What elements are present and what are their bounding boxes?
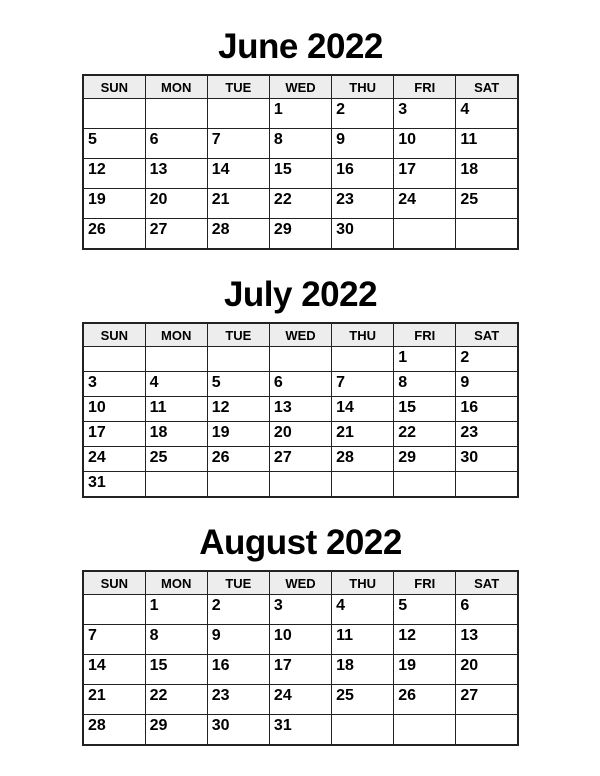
- day-number: 12: [88, 161, 106, 178]
- week-row: [83, 99, 518, 129]
- day-cell: [145, 372, 207, 397]
- day-number: [208, 99, 269, 101]
- day-cell: [83, 99, 145, 129]
- day-number: 30: [336, 221, 354, 238]
- weekday-header: SUN: [83, 323, 145, 347]
- day-cell: [207, 447, 269, 472]
- day-cell: [83, 655, 145, 685]
- day-number: 25: [149, 449, 168, 466]
- day-cell: [83, 447, 145, 472]
- week-row: [83, 715, 518, 746]
- day-number: 21: [88, 687, 106, 704]
- day-cell: [145, 347, 207, 372]
- day-number: 21: [211, 191, 230, 208]
- day-number: 8: [149, 627, 159, 644]
- day-cell: [83, 219, 145, 250]
- day-cell: [394, 372, 456, 397]
- day-cell: [83, 372, 145, 397]
- day-number: 10: [88, 399, 106, 416]
- day-cell: [332, 447, 394, 472]
- day-cell: [269, 595, 331, 625]
- weekday-header-row: [83, 323, 518, 347]
- day-number: [394, 472, 455, 474]
- day-cell: [145, 655, 207, 685]
- day-number: 16: [460, 399, 479, 416]
- day-cell: [269, 472, 331, 498]
- week-row: [83, 472, 518, 498]
- day-number: [332, 715, 393, 717]
- day-cell: [394, 595, 456, 625]
- weekday-header-row: [83, 571, 518, 595]
- day-cell: [145, 715, 207, 746]
- calendar-grid: [82, 322, 519, 498]
- week-row: [83, 625, 518, 655]
- day-cell: [456, 472, 518, 498]
- day-cell: [145, 219, 207, 250]
- day-number: 4: [460, 101, 470, 118]
- day-number: 9: [336, 131, 345, 148]
- week-row: [83, 219, 518, 250]
- day-number: 5: [398, 597, 408, 614]
- day-number: 17: [398, 161, 416, 178]
- day-cell: [207, 159, 269, 189]
- day-cell: [83, 595, 145, 625]
- day-number: 19: [211, 424, 230, 441]
- month-title: June 2022: [218, 27, 383, 66]
- day-number: 5: [211, 374, 221, 391]
- day-number: 2: [211, 597, 221, 614]
- month-calendar-june: [82, 27, 519, 250]
- day-number: 20: [460, 657, 479, 674]
- day-cell: [332, 625, 394, 655]
- weekday-header: FRI: [394, 323, 456, 347]
- day-cell: [207, 397, 269, 422]
- day-cell: [83, 347, 145, 372]
- day-cell: [269, 655, 331, 685]
- day-number: 29: [149, 717, 168, 734]
- weekday-header: THU: [332, 571, 394, 595]
- day-number: 9: [211, 627, 221, 644]
- day-cell: [145, 397, 207, 422]
- weekday-header: SUN: [83, 571, 145, 595]
- day-cell: [394, 447, 456, 472]
- day-number: 28: [88, 717, 106, 734]
- day-cell: [83, 685, 145, 715]
- day-number: 7: [211, 131, 221, 148]
- day-cell: [207, 472, 269, 498]
- day-number: 13: [460, 627, 479, 644]
- day-number: [84, 347, 145, 349]
- day-cell: [456, 189, 518, 219]
- day-cell: [332, 397, 394, 422]
- day-cell: [456, 422, 518, 447]
- day-cell: [269, 372, 331, 397]
- day-cell: [394, 625, 456, 655]
- day-number: 14: [88, 657, 106, 674]
- calendar-weeks: [83, 347, 518, 498]
- day-cell: [456, 219, 518, 250]
- day-number: 26: [88, 221, 106, 238]
- day-number: 14: [211, 161, 230, 178]
- day-number: 8: [273, 131, 283, 148]
- day-cell: [207, 422, 269, 447]
- day-number: 16: [211, 657, 230, 674]
- day-cell: [394, 472, 456, 498]
- weekday-header: MON: [145, 323, 207, 347]
- day-number: 20: [273, 424, 292, 441]
- day-cell: [394, 99, 456, 129]
- day-cell: [145, 422, 207, 447]
- calendar-weeks: [83, 99, 518, 250]
- day-cell: [456, 625, 518, 655]
- month-calendar-july: [82, 275, 519, 498]
- week-row: [83, 447, 518, 472]
- day-number: 1: [149, 597, 159, 614]
- day-cell: [456, 372, 518, 397]
- day-number: [456, 472, 517, 474]
- day-number: 4: [336, 597, 345, 614]
- weekday-header: WED: [269, 75, 331, 99]
- weekday-header: WED: [269, 571, 331, 595]
- day-cell: [456, 685, 518, 715]
- day-cell: [456, 397, 518, 422]
- day-cell: [332, 129, 394, 159]
- day-number: [84, 99, 145, 101]
- day-cell: [269, 397, 331, 422]
- day-number: [270, 472, 331, 474]
- week-row: [83, 159, 518, 189]
- day-cell: [207, 129, 269, 159]
- day-cell: [207, 347, 269, 372]
- day-number: 19: [398, 657, 416, 674]
- day-number: 11: [460, 131, 478, 148]
- day-cell: [456, 447, 518, 472]
- day-cell: [207, 219, 269, 250]
- day-cell: [394, 189, 456, 219]
- day-number: 15: [149, 657, 168, 674]
- day-cell: [145, 189, 207, 219]
- day-cell: [456, 99, 518, 129]
- day-number: 15: [398, 399, 416, 416]
- day-number: 31: [88, 474, 106, 491]
- week-row: [83, 129, 518, 159]
- weekday-header: SAT: [456, 75, 518, 99]
- day-cell: [332, 347, 394, 372]
- week-row: [83, 397, 518, 422]
- day-number: 4: [149, 374, 159, 391]
- day-cell: [269, 219, 331, 250]
- day-number: 24: [398, 191, 416, 208]
- day-cell: [394, 685, 456, 715]
- day-number: 13: [273, 399, 292, 416]
- day-number: [394, 219, 455, 221]
- day-number: [208, 472, 269, 474]
- weekday-header: FRI: [394, 571, 456, 595]
- day-number: 23: [336, 191, 354, 208]
- day-cell: [207, 595, 269, 625]
- day-cell: [332, 422, 394, 447]
- day-cell: [394, 347, 456, 372]
- day-number: 30: [460, 449, 479, 466]
- day-number: 5: [88, 131, 97, 148]
- day-number: 12: [211, 399, 230, 416]
- day-number: [456, 219, 517, 221]
- day-cell: [207, 655, 269, 685]
- day-number: 24: [273, 687, 292, 704]
- week-row: [83, 347, 518, 372]
- day-number: 23: [211, 687, 230, 704]
- day-cell: [332, 159, 394, 189]
- day-cell: [332, 472, 394, 498]
- day-cell: [83, 422, 145, 447]
- day-number: 24: [88, 449, 106, 466]
- day-cell: [456, 159, 518, 189]
- calendar-grid: [82, 570, 519, 746]
- day-number: 14: [336, 399, 354, 416]
- day-cell: [394, 422, 456, 447]
- day-number: [84, 595, 145, 597]
- day-number: 17: [273, 657, 292, 674]
- day-number: 20: [149, 191, 168, 208]
- day-cell: [332, 685, 394, 715]
- day-cell: [269, 189, 331, 219]
- day-number: 27: [460, 687, 479, 704]
- day-cell: [394, 129, 456, 159]
- day-number: 6: [149, 131, 159, 148]
- day-cell: [269, 99, 331, 129]
- day-cell: [145, 99, 207, 129]
- day-number: [456, 715, 517, 717]
- day-cell: [145, 472, 207, 498]
- day-cell: [145, 595, 207, 625]
- day-number: [146, 99, 207, 101]
- day-number: 22: [149, 687, 168, 704]
- day-cell: [332, 372, 394, 397]
- day-number: 9: [460, 374, 470, 391]
- weekday-header: TUE: [207, 571, 269, 595]
- day-cell: [83, 159, 145, 189]
- day-cell: [83, 472, 145, 498]
- day-number: 6: [460, 597, 470, 614]
- day-cell: [456, 655, 518, 685]
- day-number: 10: [398, 131, 416, 148]
- day-number: 29: [273, 221, 292, 238]
- day-cell: [145, 129, 207, 159]
- day-cell: [145, 625, 207, 655]
- day-number: 19: [88, 191, 106, 208]
- day-cell: [83, 715, 145, 746]
- day-cell: [145, 447, 207, 472]
- weekday-header: SAT: [456, 323, 518, 347]
- day-number: 3: [398, 101, 408, 118]
- day-number: [332, 347, 393, 349]
- day-cell: [269, 159, 331, 189]
- day-number: [146, 472, 207, 474]
- day-number: 12: [398, 627, 416, 644]
- day-number: 28: [211, 221, 230, 238]
- day-cell: [394, 159, 456, 189]
- day-number: 26: [398, 687, 416, 704]
- day-number: 25: [460, 191, 479, 208]
- day-cell: [456, 347, 518, 372]
- day-number: [208, 347, 269, 349]
- day-number: 3: [273, 597, 283, 614]
- day-number: 18: [336, 657, 354, 674]
- weekday-header: SAT: [456, 571, 518, 595]
- day-cell: [394, 655, 456, 685]
- day-number: 7: [88, 627, 97, 644]
- day-number: 6: [273, 374, 283, 391]
- week-row: [83, 189, 518, 219]
- day-cell: [394, 715, 456, 746]
- day-cell: [207, 685, 269, 715]
- day-cell: [83, 129, 145, 159]
- week-row: [83, 372, 518, 397]
- day-number: 23: [460, 424, 479, 441]
- week-row: [83, 655, 518, 685]
- day-number: 21: [336, 424, 354, 441]
- calendar-grid: [82, 74, 519, 250]
- weekday-header: THU: [332, 323, 394, 347]
- day-number: 15: [273, 161, 292, 178]
- day-number: 3: [88, 374, 97, 391]
- day-cell: [269, 129, 331, 159]
- day-cell: [456, 595, 518, 625]
- weekday-header: TUE: [207, 75, 269, 99]
- day-number: [332, 472, 393, 474]
- day-cell: [332, 99, 394, 129]
- week-row: [83, 685, 518, 715]
- weekday-header: SUN: [83, 75, 145, 99]
- month-calendar-august: [82, 523, 519, 746]
- day-cell: [83, 625, 145, 655]
- day-cell: [145, 159, 207, 189]
- day-cell: [332, 189, 394, 219]
- weekday-header: MON: [145, 571, 207, 595]
- day-number: [146, 347, 207, 349]
- weekday-header: FRI: [394, 75, 456, 99]
- day-number: [394, 715, 455, 717]
- day-number: 18: [460, 161, 479, 178]
- month-title: August 2022: [199, 523, 402, 562]
- day-cell: [394, 219, 456, 250]
- month-title: July 2022: [223, 275, 378, 314]
- day-number: 13: [149, 161, 168, 178]
- day-number: 16: [336, 161, 354, 178]
- day-cell: [207, 625, 269, 655]
- calendar-weeks: [83, 595, 518, 746]
- day-cell: [145, 685, 207, 715]
- day-cell: [332, 655, 394, 685]
- day-number: 2: [460, 349, 470, 366]
- day-cell: [207, 372, 269, 397]
- day-number: 28: [336, 449, 354, 466]
- day-cell: [332, 595, 394, 625]
- day-number: 11: [336, 627, 353, 644]
- week-row: [83, 595, 518, 625]
- week-row: [83, 422, 518, 447]
- day-cell: [332, 715, 394, 746]
- day-number: 17: [88, 424, 106, 441]
- day-cell: [269, 715, 331, 746]
- day-cell: [83, 397, 145, 422]
- day-number: 25: [336, 687, 354, 704]
- day-cell: [269, 347, 331, 372]
- day-number: 31: [273, 717, 292, 734]
- day-number: 22: [398, 424, 416, 441]
- day-number: 10: [273, 627, 292, 644]
- day-cell: [269, 685, 331, 715]
- day-number: 8: [398, 374, 408, 391]
- day-number: 27: [149, 221, 168, 238]
- day-cell: [83, 189, 145, 219]
- day-number: 26: [211, 449, 230, 466]
- day-cell: [269, 625, 331, 655]
- day-number: 27: [273, 449, 292, 466]
- day-cell: [207, 715, 269, 746]
- weekday-header: THU: [332, 75, 394, 99]
- day-cell: [456, 715, 518, 746]
- day-cell: [207, 189, 269, 219]
- day-number: [270, 347, 331, 349]
- day-number: 22: [273, 191, 292, 208]
- weekday-header: WED: [269, 323, 331, 347]
- day-number: 2: [336, 101, 345, 118]
- day-number: 1: [273, 101, 283, 118]
- day-number: 7: [336, 374, 345, 391]
- day-cell: [269, 447, 331, 472]
- day-cell: [332, 219, 394, 250]
- day-number: 29: [398, 449, 416, 466]
- day-cell: [394, 397, 456, 422]
- day-number: 18: [149, 424, 168, 441]
- day-number: 1: [398, 349, 408, 366]
- weekday-header: TUE: [207, 323, 269, 347]
- weekday-header: MON: [145, 75, 207, 99]
- day-cell: [207, 99, 269, 129]
- day-number: 11: [149, 399, 167, 416]
- day-number: 30: [211, 717, 230, 734]
- day-cell: [269, 422, 331, 447]
- weekday-header-row: [83, 75, 518, 99]
- day-cell: [456, 129, 518, 159]
